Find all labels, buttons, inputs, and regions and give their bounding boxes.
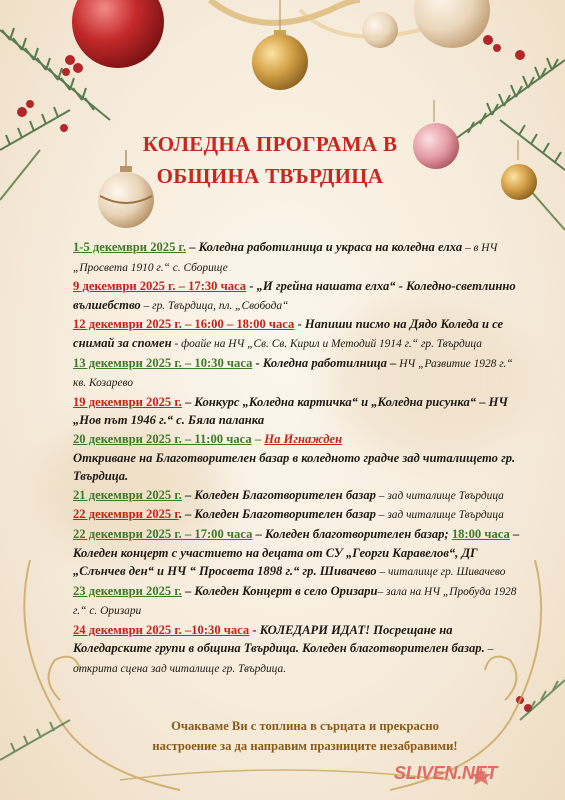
event-description: „И грейна нашата елха“ - Коледно-светлинно вълшебство	[73, 279, 516, 312]
event-venue: - фоайе на НЧ „Св. Св. Кирил и Методий 1914 г.“ гр. Твърдица	[171, 337, 482, 350]
event-item	[73, 430, 523, 486]
event-item	[73, 486, 523, 506]
event-date: 12 декември 2025 г. – 16:00 – 18:00 часа	[73, 317, 295, 332]
event-venue: – зад читалище Твърдица	[375, 489, 504, 502]
event-highlight: На Игнажден	[264, 431, 343, 446]
event-date: 22 декември 2025 г	[73, 507, 179, 522]
event-item	[73, 505, 523, 525]
event-item	[73, 393, 523, 430]
event-venue: – открита сцена зад читалище гр. Твърдица.	[73, 643, 494, 676]
event-date: 13 декември 2025 г. – 10:30 часа	[73, 355, 253, 370]
title-line-2: ОБЩИНА ТВЪРДИЦА	[156, 164, 384, 188]
event-venue: НЧ „Развитие 1928 г.“ кв. Козарево	[73, 357, 513, 390]
event-venue: – читалище гр. Шивачево	[376, 566, 506, 579]
event-time: 18:00 часа	[451, 526, 510, 541]
event-description: Коледен Концерт в село Оризари	[194, 583, 378, 598]
event-list	[73, 238, 523, 679]
event-separator: –	[181, 394, 195, 409]
event-description: Коледна работилница и украса на коледна елха	[198, 240, 463, 254]
event-description: Откриване на Благотворителен базар в коледното градче зад читалището гр. Твърдица.	[73, 450, 516, 484]
event-venue: – зад читалище Твърдица	[375, 509, 504, 522]
closing-line-1: Очакваме Ви с топлина в сърцата и прекрасно	[171, 719, 439, 733]
event-date: 20 декември 2025 г. – 11:00 часа	[73, 431, 252, 446]
event-separator: –	[181, 583, 195, 598]
event-date: 1-5 декември 2025 г.	[73, 240, 186, 254]
event-description: КОЛЕДАРИ ИДАТ! Посрещане на Коледарските групи в община Твърдица. Коледен благотворителен базар.	[73, 622, 485, 656]
event-item	[73, 238, 523, 277]
event-separator: -	[249, 622, 260, 637]
event-date: 21 декември 2025 г.	[73, 487, 182, 502]
event-item	[73, 354, 523, 393]
event-description: Коледна работилница –	[262, 355, 397, 370]
event-description-2: – Коледен концерт с участието на децата от СУ „Георги Каравелов“, ДГ „Слънчев ден“ и НЧ “ Просвета 1898 г.“ гр. Шивачево	[73, 526, 520, 579]
event-date: 19 декември 2025 г.	[73, 394, 182, 409]
site-logo: SLIVEN.NET	[394, 763, 498, 783]
event-description: Конкурс „Коледна картичка“ и „Коледна рисунка“ – НЧ „Нов път 1946 г.“ с. Бяла паланка	[73, 394, 508, 428]
event-item	[73, 525, 523, 582]
closing-line-2: настроение за да направим празниците незабравими!	[152, 739, 458, 753]
event-date: 24 декември 2025 г. –10:30 часа	[73, 622, 250, 637]
event-description: Напиши писмо на Дядо Коледа и се снимай за спомен	[73, 317, 504, 350]
event-separator: –	[181, 487, 195, 502]
event-separator: –	[186, 240, 199, 254]
event-item	[73, 277, 523, 315]
closing-message	[95, 716, 515, 756]
event-description: Коледен благотворителен базар;	[264, 526, 449, 541]
event-item	[73, 315, 523, 353]
event-item	[73, 621, 523, 679]
title-line-1: КОЛЕДНА ПРОГРАМА В	[142, 132, 398, 156]
event-date: 9 декември 2025 г. – 17:30 часа	[73, 279, 247, 294]
page-title	[100, 128, 440, 192]
event-separator: -	[246, 279, 257, 294]
event-description: Коледен Благотворителен базар	[194, 487, 376, 502]
event-separator: –	[252, 526, 265, 541]
event-separator: -	[294, 317, 305, 332]
event-date: 22 декември 2025 г. – 17:00 часа	[73, 526, 253, 541]
event-separator: –	[251, 431, 265, 446]
event-date: 23 декември 2025 г.	[73, 583, 182, 598]
event-item	[73, 582, 523, 621]
event-separator: -	[252, 355, 263, 370]
event-description: Коледен Благотворителен базар	[194, 507, 376, 522]
event-venue: – зала на НЧ „Пробуда 1928 г.“ с. Оризари	[73, 585, 517, 618]
event-separator: . –	[178, 507, 195, 522]
event-venue: – в НЧ „Просвета 1910 г.“ с. Сборище	[73, 242, 498, 274]
event-venue: – гр. Твърдица, пл. „Свобода“	[140, 299, 289, 312]
